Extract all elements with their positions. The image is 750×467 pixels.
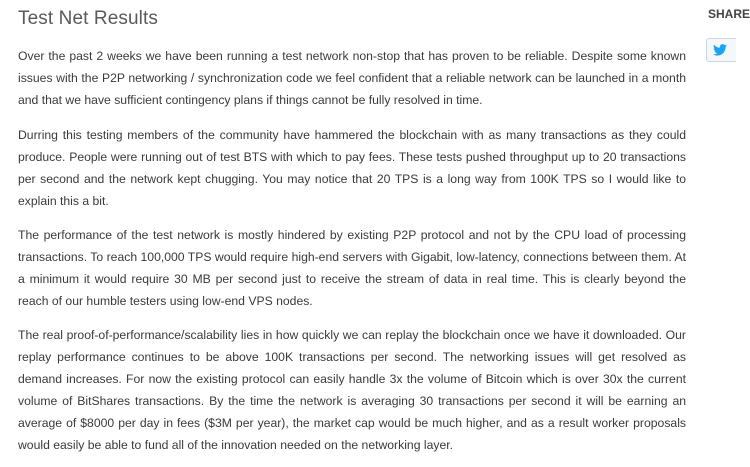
twitter-share-button[interactable]: [706, 38, 736, 62]
article-paragraph-4: The real proof-of-performance/scalability lies in how quickly we can replay the blockchain once we have it downloaded. Our replay performance continues to be above 100K transactions per second. The networking issues will get resolved as demand increases. For now the existing protocol can easily handle 3x the volume of Bitcoin which is over 30x the current volume of BitShares transactions. By the time the network is averaging 30 transactions per second it will be earning an average of $8000 per day in fees ($3M per year), the market cap would be much higher, and as a result worker proposals would easily be able to fund all of the innovation needed on the networking layer.: [18, 328, 686, 452]
article-paragraph-1: Over the past 2 weeks we have been running a test network non-stop that has proven to be reliable. Despite some known issues with the P2P networking / synchronization code we feel confident that a reliable network can be launched in a month and that we have sufficient contingency plans if things cannot be fully resolved in time.: [18, 49, 686, 107]
share-sidebar: [686, 0, 750, 467]
twitter-icon: [713, 44, 727, 56]
article-paragraph-3: The performance of the test network is mostly hindered by existing P2P protocol and not by the CPU load of processing transactions. To reach 100,000 TPS would require high-end servers with Gigabit, low-latency, connections between them. At a minimum it would require 30 MB per second just to receive the stream of data in real time. This is clearly beyond the reach of our humble testers using low-end VPS nodes.: [18, 228, 686, 308]
article-paragraph-2: Durring this testing members of the community have hammered the blockchain with as many transactions as they could produce. People were running out of test BTS with which to pay fees. These tests pushed throughput up to 20 transactions per second and the network kept chugging. You may notice that 20 TPS is a long way from 100K TPS so I would like to explain this a bit.: [18, 128, 686, 208]
share-heading: SHARE: [708, 7, 750, 21]
article-title: Test Net Results: [18, 8, 158, 29]
